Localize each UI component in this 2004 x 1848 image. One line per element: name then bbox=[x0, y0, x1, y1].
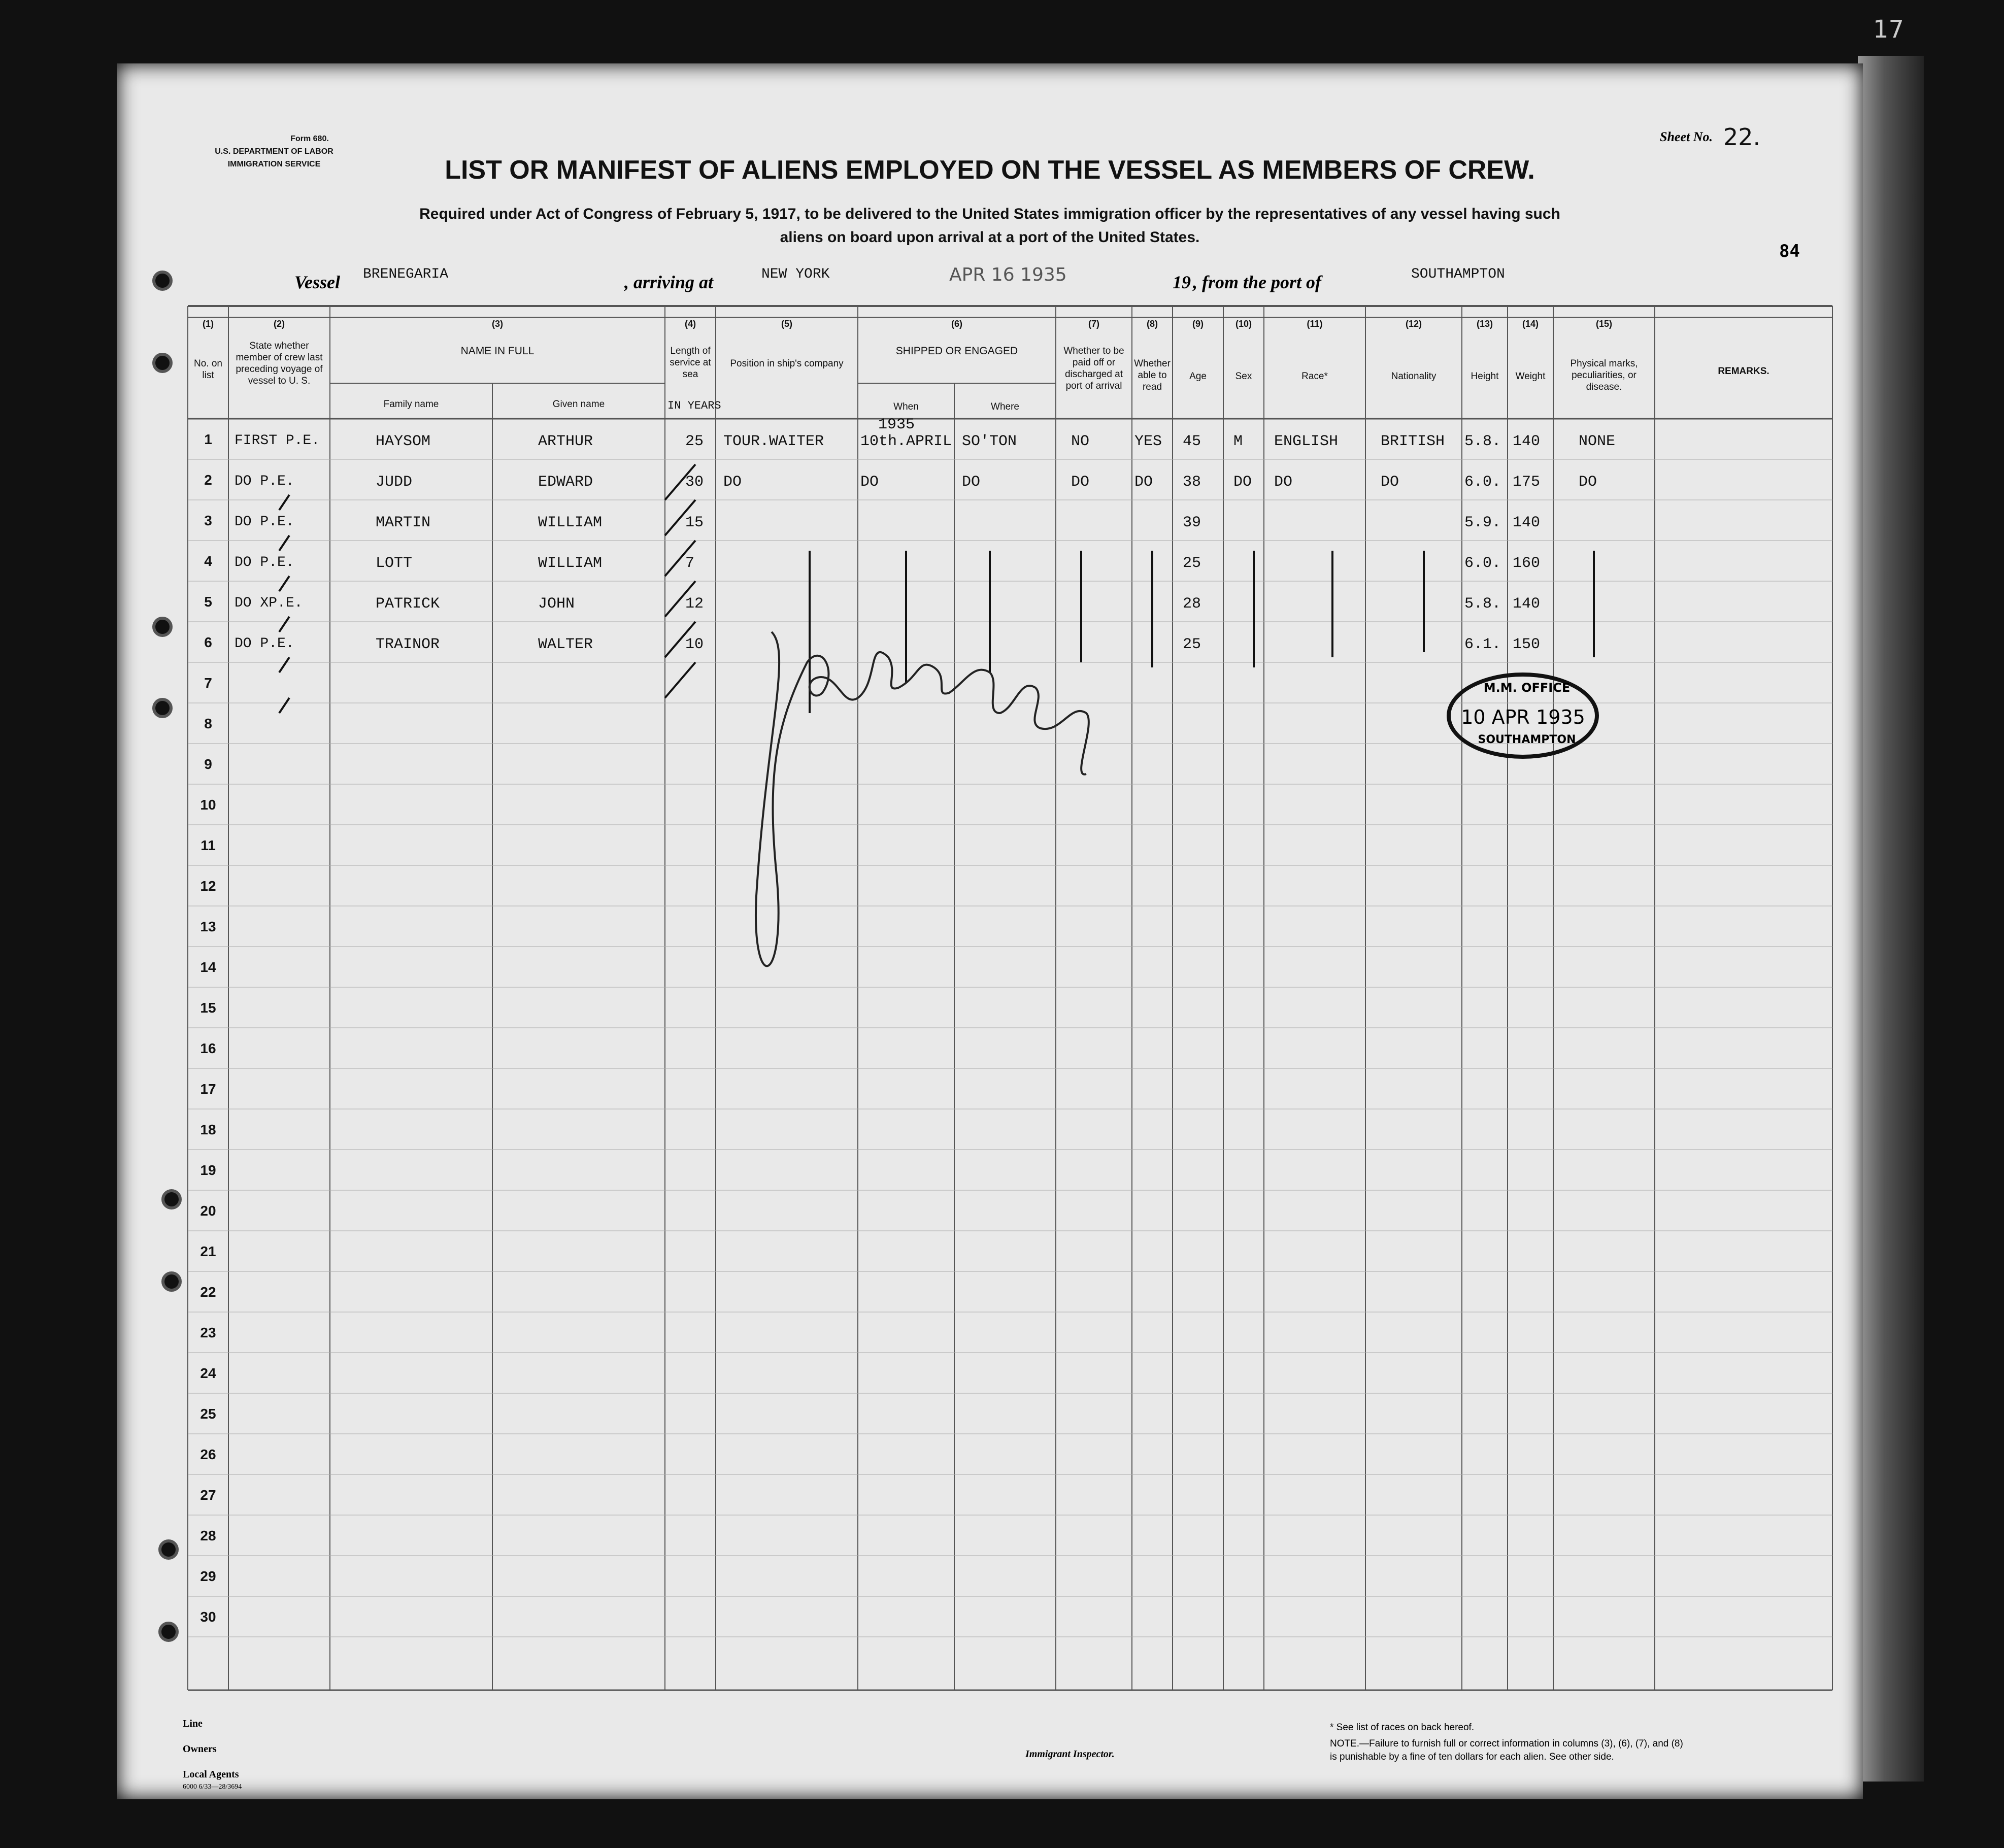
crew-age: 25 bbox=[1183, 636, 1201, 653]
crew-weight: 140 bbox=[1513, 433, 1541, 450]
crew-service-years: 10 bbox=[685, 636, 704, 653]
crew-height: 6.0. bbox=[1464, 474, 1501, 491]
crew-nationality: DO bbox=[1381, 474, 1399, 491]
col-num: (4) bbox=[685, 319, 696, 329]
sheet-label: Sheet No. bbox=[1660, 129, 1713, 144]
page-title: LIST OR MANIFEST OF ALIENS EMPLOYED ON THE VESSEL AS MEMBERS OF CREW. bbox=[445, 155, 1535, 185]
col-num: (10) bbox=[1235, 319, 1252, 329]
crew-weight: 140 bbox=[1513, 595, 1541, 613]
row-number: 19 bbox=[200, 1162, 216, 1178]
col-num: (6) bbox=[951, 319, 962, 329]
col-num: (12) bbox=[1405, 319, 1422, 329]
footer-local-agents-label: Local Agents bbox=[183, 1769, 239, 1780]
row-number: 29 bbox=[200, 1568, 216, 1584]
crew-able-read: DO bbox=[1134, 474, 1153, 491]
row-number: 30 bbox=[200, 1609, 216, 1625]
row-number: 4 bbox=[204, 553, 212, 569]
arriving-port: NEW YORK bbox=[761, 266, 830, 282]
form-number: Form 680. bbox=[290, 135, 329, 143]
header-family-name: Family name bbox=[383, 399, 439, 410]
header-race: Race* bbox=[1301, 371, 1328, 382]
crew-where: SO'TON bbox=[962, 433, 1017, 450]
footer-note-line-2: is punishable by a fine of ten dollars for each alien. See other side. bbox=[1330, 1752, 1614, 1762]
header-height: Height bbox=[1471, 371, 1499, 382]
footer-print-code: 6000 6/33—28/3694 bbox=[183, 1783, 242, 1791]
date-stamp: APR 16 1935 bbox=[949, 264, 1067, 285]
crew-family-name: HAYSOM bbox=[376, 433, 431, 450]
row-number: 27 bbox=[200, 1487, 216, 1503]
crew-service-years: 25 bbox=[685, 433, 704, 450]
crew-given-name: ARTHUR bbox=[538, 433, 593, 450]
header-sex: Sex bbox=[1235, 371, 1252, 382]
crew-age: 39 bbox=[1183, 514, 1201, 531]
header-in-years: IN YEARS bbox=[667, 399, 721, 412]
crew-state: FIRST P.E. bbox=[235, 433, 320, 449]
signature-scrawl bbox=[756, 632, 1089, 966]
row-number: 28 bbox=[200, 1528, 216, 1543]
sheet-number: 22. bbox=[1723, 123, 1761, 151]
crew-age: 25 bbox=[1183, 555, 1201, 572]
crew-height: 6.1. bbox=[1464, 636, 1501, 653]
crew-race: DO bbox=[1274, 474, 1293, 491]
row-number: 26 bbox=[200, 1447, 216, 1462]
row-number: 10 bbox=[200, 797, 216, 813]
row-number: 15 bbox=[200, 1000, 216, 1016]
header-physical-marks: Physical marks, peculiarities, or disease. bbox=[1570, 358, 1638, 392]
from-port: SOUTHAMPTON bbox=[1411, 266, 1505, 282]
header-able-read: Whether able to read bbox=[1134, 358, 1171, 392]
col-num: (14) bbox=[1522, 319, 1539, 329]
stamp-top-text: M.M. OFFICE bbox=[1483, 681, 1571, 695]
col-num: (11) bbox=[1307, 319, 1323, 329]
department-name: U.S. DEPARTMENT OF LABOR bbox=[215, 147, 333, 156]
subtitle-line-2: aliens on board upon arrival at a port of the United States. bbox=[780, 229, 1200, 246]
crew-family-name: TRAINOR bbox=[376, 636, 440, 653]
vessel-name: BRENEGARIA bbox=[363, 266, 449, 282]
crew-sex: M bbox=[1233, 433, 1243, 450]
header-remarks: REMARKS. bbox=[1718, 366, 1769, 377]
col-num: (13) bbox=[1476, 319, 1493, 329]
row-number: 17 bbox=[200, 1081, 216, 1097]
row-number: 6 bbox=[204, 634, 212, 650]
subtitle-line-1: Required under Act of Congress of February 5, 1917, to be delivered to the United States immigration officer by the representatives of any vessel having such bbox=[419, 206, 1560, 222]
row-number: 25 bbox=[200, 1406, 216, 1422]
crew-paid-off: NO bbox=[1071, 433, 1090, 450]
from-label: , from the port of bbox=[1193, 272, 1322, 292]
arriving-label: , arriving at bbox=[624, 272, 714, 292]
office-stamp bbox=[1447, 673, 1599, 759]
crew-state: DO P.E. bbox=[235, 514, 294, 530]
row-number: 24 bbox=[200, 1365, 216, 1381]
crew-physical-marks: NONE bbox=[1579, 433, 1616, 450]
crew-state: DO P.E. bbox=[235, 474, 294, 489]
crew-service-years: 7 bbox=[685, 555, 695, 572]
crew-sex: DO bbox=[1233, 474, 1252, 491]
crew-position: DO bbox=[723, 474, 742, 491]
header-where: Where bbox=[991, 401, 1019, 412]
footer-inspector: Immigrant Inspector. bbox=[1025, 1749, 1115, 1760]
vessel-label: Vessel bbox=[294, 272, 340, 292]
footer-note-line-1: NOTE.—Failure to furnish full or correct information in columns (3), (6), (7), and (8) bbox=[1330, 1738, 1683, 1749]
crew-given-name: WILLIAM bbox=[538, 555, 603, 572]
header-weight: Weight bbox=[1515, 371, 1546, 382]
crew-race: ENGLISH bbox=[1274, 433, 1339, 450]
crew-physical-marks: DO bbox=[1579, 474, 1597, 491]
footer-owners-label: Owners bbox=[183, 1743, 217, 1755]
crew-service-years: 15 bbox=[685, 514, 704, 531]
row-number: 2 bbox=[204, 472, 212, 488]
crew-given-name: WALTER bbox=[538, 636, 593, 653]
row-number: 1 bbox=[204, 431, 212, 447]
row-number: 12 bbox=[200, 878, 216, 894]
row-number: 9 bbox=[204, 756, 212, 772]
crew-when: 10th.APRIL bbox=[860, 433, 952, 450]
crew-family-name: JUDD bbox=[376, 474, 413, 491]
year-label: 19 bbox=[1173, 272, 1191, 292]
crew-height: 5.8. bbox=[1464, 433, 1501, 450]
folio-number: 84 bbox=[1779, 241, 1800, 261]
crew-family-name: MARTIN bbox=[376, 514, 431, 531]
when-year: 1935 bbox=[878, 416, 915, 433]
header-position: Position in ship's company bbox=[730, 358, 844, 369]
stamp-date: 10 APR 1935 bbox=[1461, 706, 1585, 728]
row-number: 5 bbox=[204, 594, 212, 610]
crew-state: DO XP.E. bbox=[235, 595, 303, 611]
crew-height: 5.8. bbox=[1464, 595, 1501, 613]
footer-line-label: Line bbox=[183, 1718, 203, 1729]
row-number: 23 bbox=[200, 1325, 216, 1340]
row-number: 18 bbox=[200, 1122, 216, 1137]
row-number: 8 bbox=[204, 716, 212, 731]
crew-height: 6.0. bbox=[1464, 555, 1501, 572]
crew-height: 5.9. bbox=[1464, 514, 1501, 531]
crew-given-name: WILLIAM bbox=[538, 514, 603, 531]
crew-nationality: BRITISH bbox=[1381, 433, 1445, 450]
row-number: 13 bbox=[200, 919, 216, 934]
crew-service-years: 30 bbox=[685, 474, 704, 491]
crew-given-name: EDWARD bbox=[538, 474, 593, 491]
crew-family-name: LOTT bbox=[376, 555, 413, 572]
row-number: 11 bbox=[201, 837, 216, 853]
row-number: 7 bbox=[204, 675, 212, 691]
col-num: (1) bbox=[203, 319, 214, 329]
service-name: IMMIGRATION SERVICE bbox=[227, 160, 321, 169]
footer-note-star: * See list of races on back hereof. bbox=[1330, 1722, 1475, 1733]
crew-age: 45 bbox=[1183, 433, 1201, 450]
crew-position: TOUR.WAITER bbox=[723, 433, 824, 450]
crew-age: 28 bbox=[1183, 595, 1201, 613]
col-num: (9) bbox=[1192, 319, 1204, 329]
col-num: (3) bbox=[492, 319, 503, 329]
header-no-on-list: No. on list bbox=[194, 358, 222, 381]
header-nationality: Nationality bbox=[1391, 371, 1437, 382]
col-num: (8) bbox=[1147, 319, 1158, 329]
stamp-bottom-text: SOUTHAMPTON bbox=[1478, 733, 1576, 746]
col-num: (7) bbox=[1088, 319, 1099, 329]
crew-age: 38 bbox=[1183, 474, 1201, 491]
crew-when: DO bbox=[860, 474, 879, 491]
header-when: When bbox=[893, 401, 919, 412]
crew-family-name: PATRICK bbox=[376, 595, 440, 613]
crew-able-read: YES bbox=[1134, 433, 1162, 450]
col-num: (15) bbox=[1595, 319, 1612, 329]
crew-weight: 140 bbox=[1513, 514, 1541, 531]
row-number: 21 bbox=[200, 1244, 216, 1259]
crew-state: DO P.E. bbox=[235, 555, 294, 570]
crew-where: DO bbox=[962, 474, 981, 491]
crew-paid-off: DO bbox=[1071, 474, 1090, 491]
crew-weight: 150 bbox=[1513, 636, 1541, 653]
crew-weight: 175 bbox=[1513, 474, 1541, 491]
header-paid-off: Whether to be paid off or discharged at port of arrival bbox=[1063, 346, 1124, 391]
row-number: 3 bbox=[204, 513, 212, 528]
row-number: 20 bbox=[200, 1203, 216, 1219]
col-num: (5) bbox=[781, 319, 792, 329]
header-shipped-engaged: SHIPPED OR ENGAGED bbox=[895, 345, 1018, 357]
page-stack-edge bbox=[1858, 56, 1924, 1782]
manifest-sheet bbox=[117, 63, 1863, 1799]
crew-service-years: 12 bbox=[685, 595, 704, 613]
row-number: 16 bbox=[200, 1040, 216, 1056]
header-name-in-full: NAME IN FULL bbox=[460, 345, 535, 357]
crew-weight: 160 bbox=[1513, 555, 1541, 572]
row-number: 14 bbox=[200, 959, 216, 975]
row-number: 22 bbox=[200, 1284, 216, 1300]
header-state-whether: State whether member of crew last preceding voyage of vessel to U. S. bbox=[236, 341, 323, 386]
header-given-name: Given name bbox=[552, 399, 605, 410]
crew-given-name: JOHN bbox=[538, 595, 575, 613]
header-length-service: Length of service at sea bbox=[670, 346, 711, 380]
page-corner-number: 17 bbox=[1873, 15, 1905, 44]
crew-state: DO P.E. bbox=[235, 636, 294, 652]
col-num: (2) bbox=[274, 319, 285, 329]
header-age: Age bbox=[1189, 371, 1207, 382]
